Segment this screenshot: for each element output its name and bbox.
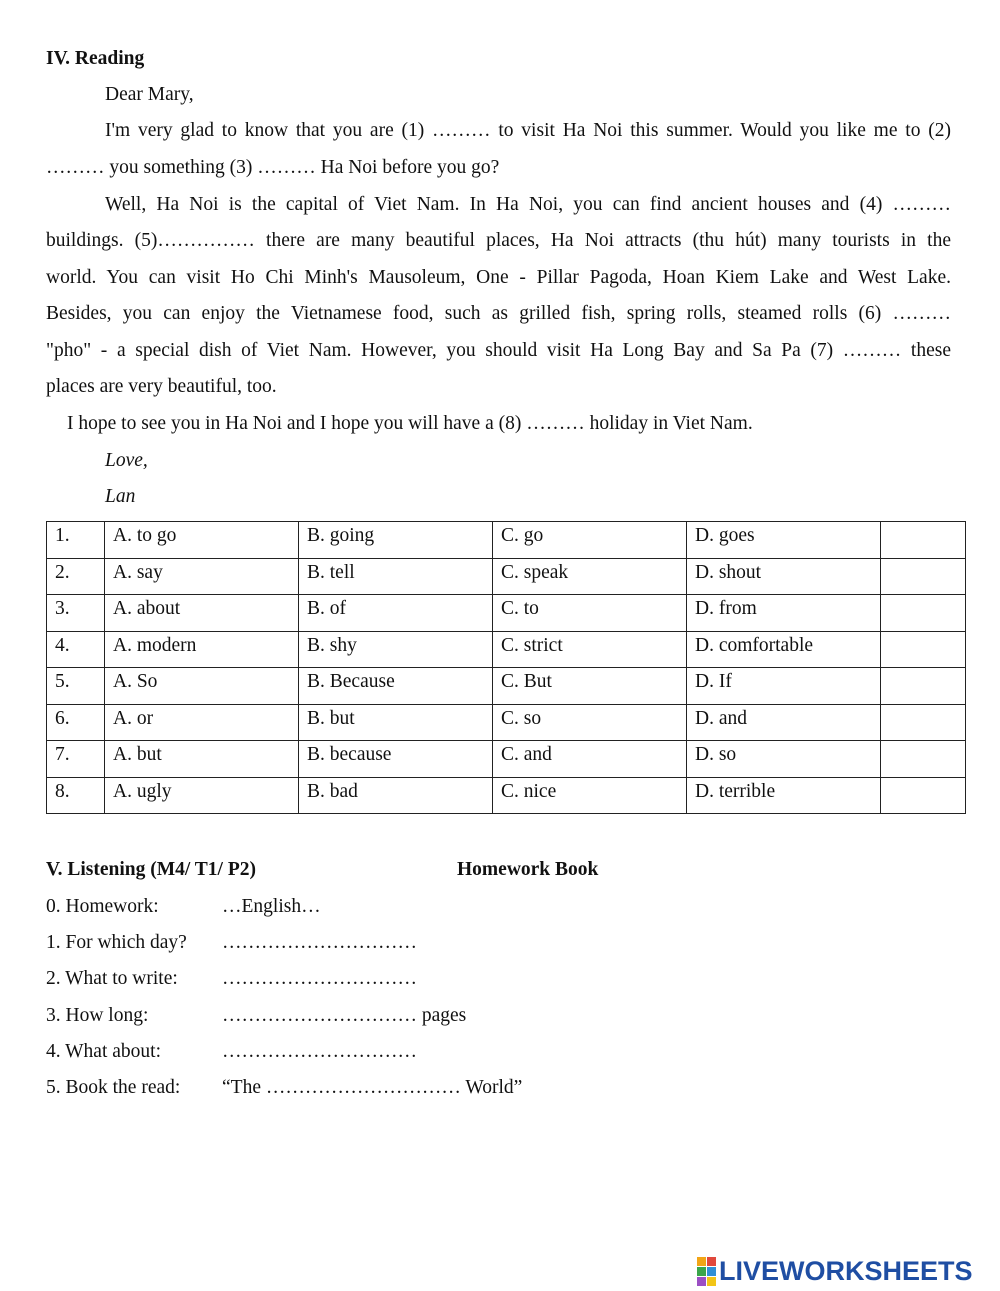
logo-mark-icon: [697, 1257, 716, 1286]
option-a: A. or: [105, 704, 299, 741]
option-d: D. If: [687, 668, 881, 705]
answer-box[interactable]: [881, 741, 966, 778]
logo-square: [707, 1257, 716, 1266]
paragraph-3: I hope to see you in Ha Noi and I hope you will have a (8) ……… holiday in Viet Nam.: [67, 413, 753, 434]
quiz-row: [47, 522, 966, 559]
quiz-row: [47, 558, 966, 595]
liveworksheets-logo: [697, 1257, 973, 1285]
option-a: A. So: [105, 668, 299, 705]
logo-square: [697, 1277, 706, 1286]
paragraph-2-line-6: places are very beautiful, too.: [46, 376, 277, 397]
option-a: A. say: [105, 558, 299, 595]
option-c: C. so: [493, 704, 687, 741]
option-b: B. tell: [299, 558, 493, 595]
paragraph-2-line-5: "pho" - a special dish of Viet Nam. However, you should visit Ha Long Bay and Sa Pa (7) ……… these: [46, 340, 951, 361]
question-number: 1.: [47, 522, 105, 559]
quiz-row: [47, 777, 966, 814]
listening-item-label: 4. What about:: [46, 1041, 161, 1062]
question-number: 8.: [47, 777, 105, 814]
quiz-row: [47, 741, 966, 778]
listening-item-label: 1. For which day?: [46, 932, 187, 953]
quiz-row: [47, 595, 966, 632]
question-number: 7.: [47, 741, 105, 778]
paragraph-1-line-2: ……… you something (3) ……… Ha Noi before you go?: [46, 157, 500, 178]
question-number: 6.: [47, 704, 105, 741]
option-b: B. bad: [299, 777, 493, 814]
listening-title: V. Listening (M4/ T1/ P2): [46, 859, 257, 880]
answer-box[interactable]: [881, 777, 966, 814]
quiz-row: [47, 704, 966, 741]
option-c: C. speak: [493, 558, 687, 595]
option-d: D. goes: [687, 522, 881, 559]
listening-item-answer[interactable]: …………………………: [222, 932, 417, 953]
quiz-row: [47, 631, 966, 668]
listening-item-answer[interactable]: …………………………: [222, 1041, 417, 1062]
paragraph-2-line-2: buildings. (5)…………… there are many beautiful places, Ha Noi attracts (thu hút) many tourists in the: [46, 230, 951, 251]
answer-box[interactable]: [881, 558, 966, 595]
answer-box[interactable]: [881, 631, 966, 668]
logo-square: [707, 1277, 716, 1286]
question-number: 5.: [47, 668, 105, 705]
listening-subtitle: Homework Book: [457, 859, 599, 880]
option-c: C. But: [493, 668, 687, 705]
option-d: D. comfortable: [687, 631, 881, 668]
option-a: A. to go: [105, 522, 299, 559]
letter-signature: Lan: [105, 486, 136, 507]
paragraph-2-line-3: world. You can visit Ho Chi Minh's Mausoleum, One - Pillar Pagoda, Hoan Kiem Lake and West Lake.: [46, 267, 951, 288]
option-d: D. from: [687, 595, 881, 632]
option-c: C. go: [493, 522, 687, 559]
option-a: A. about: [105, 595, 299, 632]
option-b: B. of: [299, 595, 493, 632]
option-d: D. terrible: [687, 777, 881, 814]
listening-item-answer: …English…: [222, 896, 321, 917]
option-b: B. going: [299, 522, 493, 559]
option-b: B. shy: [299, 631, 493, 668]
listening-item-label: 0. Homework:: [46, 896, 159, 917]
paragraph-2-line-4: Besides, you can enjoy the Vietnamese food, such as grilled fish, spring rolls, steamed rolls (6) ………: [46, 303, 951, 324]
answer-choices-table: [46, 521, 966, 814]
paragraph-2-line-1: Well, Ha Noi is the capital of Viet Nam. In Ha Noi, you can find ancient houses and (4) ………: [105, 194, 951, 215]
listening-item-label: 3. How long:: [46, 1005, 149, 1026]
answer-box[interactable]: [881, 595, 966, 632]
question-number: 4.: [47, 631, 105, 668]
answer-box[interactable]: [881, 704, 966, 741]
option-d: D. shout: [687, 558, 881, 595]
option-b: B. but: [299, 704, 493, 741]
listening-item-answer[interactable]: “The ………………………… World”: [222, 1077, 523, 1098]
logo-square: [707, 1267, 716, 1276]
option-c: C. to: [493, 595, 687, 632]
option-d: D. and: [687, 704, 881, 741]
logo-text: LIVEWORKSHEETS: [719, 1255, 973, 1286]
answer-box[interactable]: [881, 522, 966, 559]
listening-item-label: 2. What to write:: [46, 968, 178, 989]
logo-square: [697, 1267, 706, 1276]
option-c: C. and: [493, 741, 687, 778]
option-a: A. modern: [105, 631, 299, 668]
listening-item-answer[interactable]: …………………………: [222, 968, 417, 989]
listening-item-label: 5. Book the read:: [46, 1077, 181, 1098]
paragraph-1-line-1: I'm very glad to know that you are (1) ……… to visit Ha Noi this summer. Would you like me to (2): [105, 120, 951, 141]
option-c: C. nice: [493, 777, 687, 814]
option-a: A. but: [105, 741, 299, 778]
reading-title: IV. Reading: [46, 48, 145, 69]
quiz-row: [47, 668, 966, 705]
logo-square: [697, 1257, 706, 1266]
letter-closing: Love,: [105, 450, 148, 471]
question-number: 3.: [47, 595, 105, 632]
option-c: C. strict: [493, 631, 687, 668]
option-b: B. Because: [299, 668, 493, 705]
question-number: 2.: [47, 558, 105, 595]
option-d: D. so: [687, 741, 881, 778]
listening-item-answer[interactable]: ………………………… pages: [222, 1005, 467, 1026]
letter-greeting: Dear Mary,: [105, 84, 194, 105]
option-a: A. ugly: [105, 777, 299, 814]
option-b: B. because: [299, 741, 493, 778]
answer-box[interactable]: [881, 668, 966, 705]
